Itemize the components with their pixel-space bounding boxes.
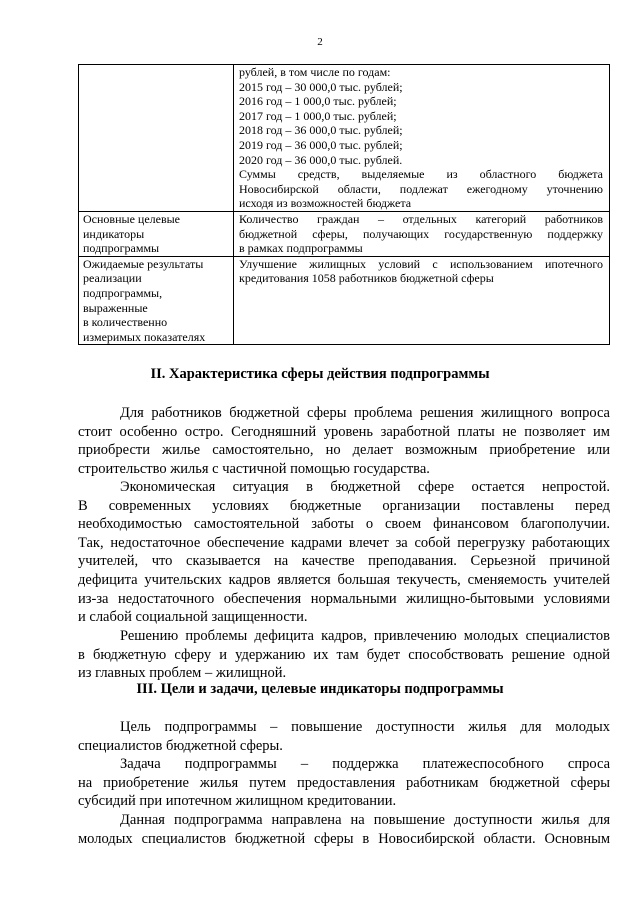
value-line: в рамках подпрограммы xyxy=(239,241,363,256)
indicators-label-cell xyxy=(79,211,234,256)
text-line: приобрести жилье самостоятельно, но делает возможным приобретение или xyxy=(78,442,610,459)
text-line: специалистов бюджетной сферы. xyxy=(78,737,283,754)
section-3-paragraph-1 xyxy=(78,718,610,755)
funding-line: 2017 год – 1 000,0 тыс. рублей; xyxy=(239,108,397,123)
results-label-cell xyxy=(79,256,234,345)
value-line: бюджетной сферы, получающих государственную поддержку xyxy=(239,226,603,241)
text-line: Задача подпрограммы – поддержка платежеспособного спроса xyxy=(120,756,610,772)
text-line: Решению проблемы дефицита кадров, привлечению молодых специалистов xyxy=(120,628,610,644)
section-2-heading: II. Характеристика сферы действия подпрограммы xyxy=(150,366,490,382)
page-number: 2 xyxy=(317,36,323,48)
table-row-results xyxy=(79,256,610,345)
label-line: подпрограммы, xyxy=(83,285,163,300)
text-line: Так, недостаточное обеспечение кадрами влечет за собой перегрузку работающих xyxy=(78,534,610,551)
label-line: измеримых показателях xyxy=(83,329,206,344)
funding-line: 2020 год – 36 000,0 тыс. рублей. xyxy=(239,152,403,167)
section-3-heading: III. Цели и задачи, целевые индикаторы подпрограммы xyxy=(136,681,504,697)
passport-table xyxy=(78,64,610,345)
text-line: стоит особенно остро. Сегодняшний уровень заработной платы не позволяет им xyxy=(78,423,610,440)
table-row-funding xyxy=(79,65,610,212)
label-line: реализации xyxy=(83,271,142,286)
section-3-paragraph-2 xyxy=(78,755,610,811)
text-line: В современных условиях бюджетные организации поставлены перед xyxy=(78,497,610,514)
label-line: Ожидаемые результаты xyxy=(83,256,204,271)
text-line: Данная подпрограмма направлена на повышение доступности жилья для xyxy=(120,812,610,828)
section-2-paragraph-2 xyxy=(78,478,610,627)
funding-line: 2018 год – 36 000,0 тыс. рублей; xyxy=(239,123,403,138)
funding-line: Новосибирской области, подлежат ежегодному уточнению xyxy=(239,181,603,196)
indicators-value-cell xyxy=(234,211,610,256)
section-2-paragraph-1 xyxy=(78,404,610,478)
value-line: кредитования 1058 работников бюджетной сферы xyxy=(239,271,494,286)
table-cell-empty xyxy=(79,65,234,212)
text-line: на приобретение жилья путем предоставления работникам бюджетной сферы xyxy=(78,774,610,791)
text-line: из главных проблем – жилищной. xyxy=(78,665,287,682)
text-line: необходимостью самостоятельной заботы о своем финансовом благополучии. xyxy=(78,516,610,533)
text-line: Экономическая ситуация в бюджетной сфере остается непростой. xyxy=(120,479,610,495)
value-line: Количество граждан – отдельных категорий работников xyxy=(239,211,603,226)
text-line: строительство жилья с частичной помощью государства. xyxy=(78,460,430,477)
label-line: индикаторы xyxy=(83,226,145,241)
label-line: подпрограммы xyxy=(83,241,160,256)
value-line: Улучшение жилищных условий с использованием ипотечного xyxy=(239,256,603,271)
section-2-paragraph-3 xyxy=(78,627,610,683)
funding-line: исходя из возможностей бюджета xyxy=(239,196,412,211)
text-line: из-за недостаточного обеспечения нормальными жилищно-бытовыми условиями xyxy=(78,590,610,607)
label-line: выраженные xyxy=(83,300,148,315)
funding-cell xyxy=(234,65,610,212)
label-line: в количественно xyxy=(83,315,168,330)
text-line: субсидий при ипотечном жилищном кредитовании. xyxy=(78,793,397,810)
table-row-indicators xyxy=(79,211,610,256)
label-line: Основные целевые xyxy=(83,211,181,226)
results-value-cell xyxy=(234,256,610,345)
text-line: молодых специалистов бюджетной сферы в Новосибирской области. Основным xyxy=(78,830,610,847)
funding-line: 2015 год – 30 000,0 тыс. рублей; xyxy=(239,79,403,94)
text-line: в бюджетную сферу и удержанию их там будет способствовать решение одной xyxy=(78,646,610,663)
text-line: Цель подпрограммы – повышение доступности жилья для молодых xyxy=(120,719,610,735)
text-line: Для работников бюджетной сферы проблема решения жилищного вопроса xyxy=(120,405,610,421)
funding-line: рублей, в том числе по годам: xyxy=(239,65,391,79)
funding-line: 2016 год – 1 000,0 тыс. рублей; xyxy=(239,94,397,109)
section-3-paragraph-3 xyxy=(78,811,610,848)
text-line: и слабой социальной защищенности. xyxy=(78,609,308,626)
funding-line: Суммы средств, выделяемые из областного бюджета xyxy=(239,167,603,182)
text-line: дефицита учительских кадров является большая текучесть, сменяемость учителей xyxy=(78,571,610,588)
funding-line: 2019 год – 36 000,0 тыс. рублей; xyxy=(239,137,403,152)
text-line: учителей, что сказывается на качестве преподавания. Серьезной причиной xyxy=(78,553,610,570)
